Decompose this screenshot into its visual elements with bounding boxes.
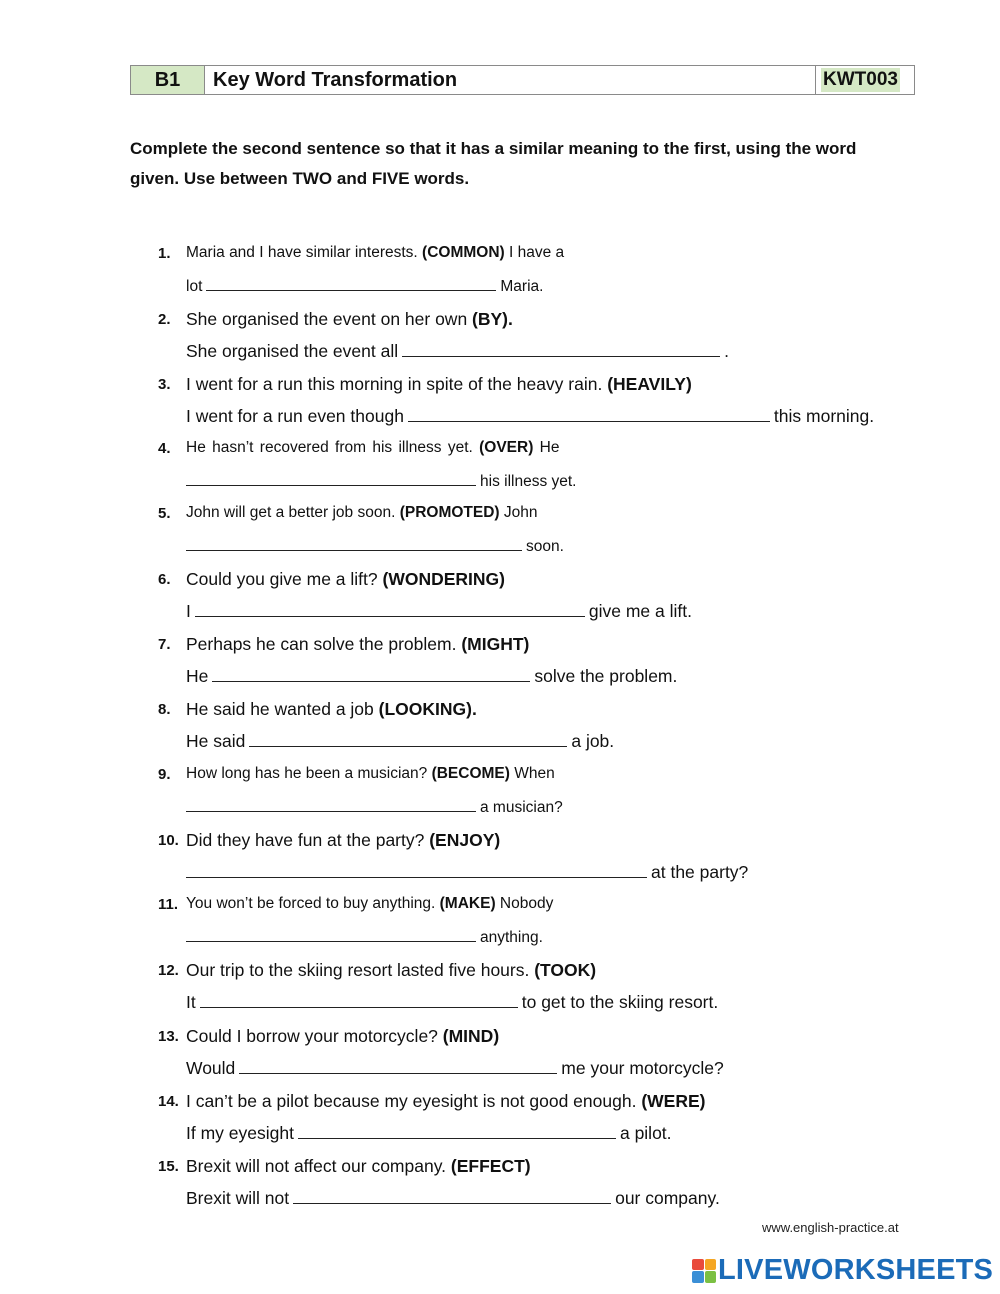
answer-line: I give me a lift. xyxy=(186,601,692,621)
worksheet-code: KWT003 xyxy=(823,69,898,90)
question-number: 13. xyxy=(158,1028,179,1045)
question-prompt: He said he wanted a job (LOOKING). xyxy=(186,699,477,719)
answer-blank[interactable] xyxy=(212,667,530,682)
question-number: 4. xyxy=(158,440,171,457)
question-number: 1. xyxy=(158,245,171,262)
question-number: 5. xyxy=(158,505,171,522)
question-number: 10. xyxy=(158,832,179,849)
question-number: 15. xyxy=(158,1158,179,1175)
answer-blank[interactable] xyxy=(206,276,496,291)
brand-name: LIVEWORKSHEETS xyxy=(718,1254,994,1286)
level-cell: B1 xyxy=(131,66,205,94)
answer-blank[interactable] xyxy=(239,1059,557,1074)
answer-line: his illness yet. xyxy=(186,471,576,491)
source-url[interactable]: www.english-practice.at xyxy=(762,1220,899,1235)
liveworksheets-logo-icon xyxy=(692,1259,716,1283)
code-cell xyxy=(816,66,914,94)
answer-blank[interactable] xyxy=(293,1189,611,1204)
question-prompt: John will get a better job soon. (PROMOTED) John xyxy=(186,504,538,521)
answer-line: He said a job. xyxy=(186,731,615,751)
question-prompt: Maria and I have similar interests. (COMMON) I have a xyxy=(186,244,565,261)
question-prompt: I went for a run this morning in spite of the heavy rain. (HEAVILY) xyxy=(186,374,692,394)
answer-blank[interactable] xyxy=(186,863,647,878)
answer-line: She organised the event all . xyxy=(186,341,729,361)
worksheet-title: Key Word Transformation xyxy=(205,66,816,94)
question-prompt: I can’t be a pilot because my eyesight is not good enough. (WERE) xyxy=(186,1091,706,1111)
answer-line: Brexit will not our company. xyxy=(186,1188,720,1208)
instructions: Complete the second sentence so that it has a similar meaning to the first, using the word given. Use between TWO and FIVE words. xyxy=(130,139,857,188)
question-number: 8. xyxy=(158,701,171,718)
answer-line: It to get to the skiing resort. xyxy=(186,992,719,1012)
answer-line: I went for a run even though this morning. xyxy=(186,406,875,426)
answer-blank[interactable] xyxy=(195,602,585,617)
answer-line: at the party? xyxy=(186,862,748,883)
answer-line: lot Maria. xyxy=(186,278,544,295)
question-number: 3. xyxy=(158,376,171,393)
answer-blank[interactable] xyxy=(402,342,720,357)
question-prompt: He hasn’t recovered from his illness yet. (OVER) He xyxy=(186,439,560,456)
question-number: 11. xyxy=(158,896,179,913)
question-number: 6. xyxy=(158,571,171,588)
answer-blank[interactable] xyxy=(186,797,476,812)
question-number: 14. xyxy=(158,1093,179,1110)
question-number: 12. xyxy=(158,962,179,979)
question-prompt: How long has he been a musician? (BECOME) When xyxy=(186,765,555,782)
answer-line: soon. xyxy=(186,536,564,556)
answer-blank[interactable] xyxy=(186,927,476,942)
answer-line: If my eyesight a pilot. xyxy=(186,1123,672,1143)
answer-blank[interactable] xyxy=(186,471,476,486)
question-prompt: Did they have fun at the party? (ENJOY) xyxy=(186,830,501,850)
question-number: 9. xyxy=(158,766,171,783)
answer-blank[interactable] xyxy=(249,732,567,747)
question-prompt: She organised the event on her own (BY). xyxy=(186,309,513,329)
question-prompt: Could I borrow your motorcycle? (MIND) xyxy=(186,1026,500,1046)
question-number: 2. xyxy=(158,311,171,328)
question-prompt: Perhaps he can solve the problem. (MIGHT) xyxy=(186,634,530,654)
answer-line: He solve the problem. xyxy=(186,666,678,686)
question-prompt: You won’t be forced to buy anything. (MAKE) Nobody xyxy=(186,895,554,912)
answer-blank[interactable] xyxy=(298,1124,616,1139)
answer-line: Would me your motorcycle? xyxy=(186,1058,724,1078)
question-prompt: Brexit will not affect our company. (EFFECT) xyxy=(186,1156,531,1176)
answer-blank[interactable] xyxy=(186,536,522,551)
liveworksheets-logo[interactable] xyxy=(692,1254,993,1287)
answer-blank[interactable] xyxy=(200,993,518,1008)
answer-line: anything. xyxy=(186,927,543,947)
answer-line: a musician? xyxy=(186,797,563,817)
question-number: 7. xyxy=(158,636,171,653)
question-prompt: Our trip to the skiing resort lasted five hours. (TOOK) xyxy=(186,960,597,980)
question-prompt: Could you give me a lift? (WONDERING) xyxy=(186,569,505,589)
answer-blank[interactable] xyxy=(408,407,770,422)
worksheet-header xyxy=(130,65,915,95)
